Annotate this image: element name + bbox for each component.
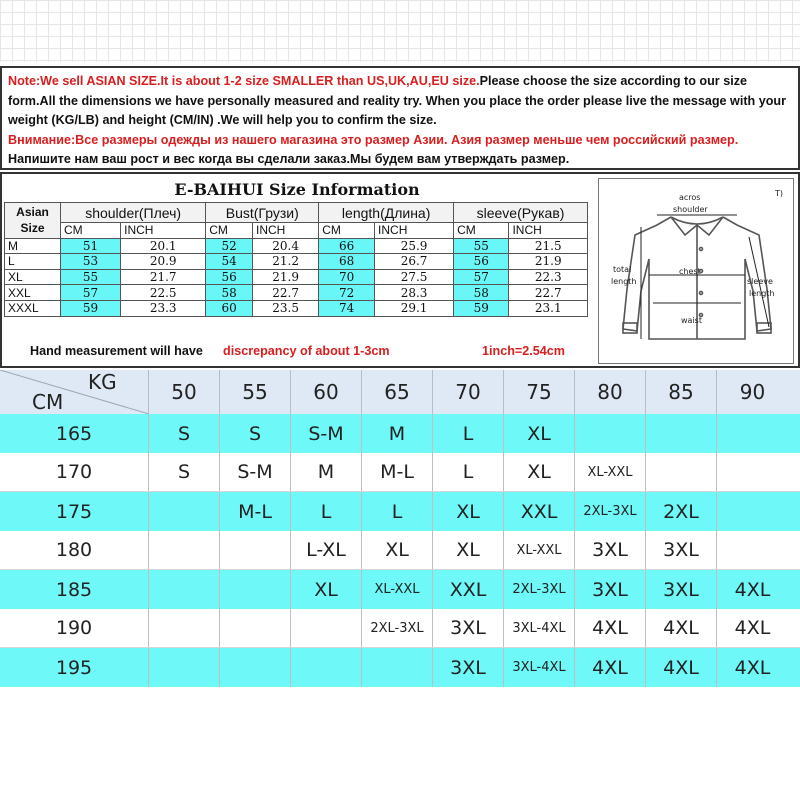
size-label: L bbox=[5, 254, 61, 270]
note-warning-ru: Внимание:Все размеры одежды из нашего магазина это размер Азии. Азия размер меньше чем российский размер. bbox=[8, 132, 739, 147]
size-recommendation-cell: 4XL bbox=[575, 609, 646, 647]
size-recommendation-cell bbox=[646, 453, 717, 491]
measure-note: Hand measurement will have bbox=[30, 344, 203, 358]
label-waist: waist bbox=[681, 316, 702, 325]
size-recommendation-cell bbox=[149, 609, 220, 647]
label-shoulder: shoulder bbox=[673, 205, 708, 214]
size-recommendation-cell bbox=[149, 531, 220, 569]
size-recommendation-cell: M-L bbox=[362, 453, 433, 491]
weight-height-size-chart bbox=[0, 370, 800, 800]
size-row bbox=[5, 300, 588, 316]
cm-value: 55 bbox=[61, 269, 121, 285]
size-recommendation-cell: 3XL bbox=[575, 570, 646, 609]
chart-row bbox=[0, 648, 800, 687]
inch-value: 20.4 bbox=[253, 238, 319, 254]
size-recommendation-cell: XL bbox=[291, 570, 362, 609]
size-recommendation-cell: XL bbox=[504, 414, 575, 453]
size-table bbox=[4, 202, 588, 317]
cm-value: 58 bbox=[454, 285, 509, 301]
size-label: XXXL bbox=[5, 300, 61, 316]
chart-row bbox=[0, 570, 800, 609]
grid-background bbox=[0, 0, 800, 62]
cm-value: 59 bbox=[454, 300, 509, 316]
size-recommendation-cell: 4XL bbox=[646, 648, 717, 687]
note-text-en: Please choose the size according to our size form.All the dimensions we have personally measured and reality try. When you place the order please live the message with your weight (KG/LB) and height (CM/IN) .We will help you to confirm the size. bbox=[8, 74, 787, 127]
size-recommendation-cell: 4XL bbox=[734, 617, 771, 639]
cm-value: 72 bbox=[319, 285, 375, 301]
inch-value: 22.7 bbox=[509, 285, 588, 301]
size-recommendation-cell bbox=[646, 414, 717, 453]
size-recommendation-cell: S-M bbox=[291, 414, 362, 453]
cm-value: 51 bbox=[61, 238, 121, 254]
size-row bbox=[5, 269, 588, 285]
size-recommendation-cell: 3XL bbox=[646, 570, 717, 609]
size-recommendation-cell bbox=[220, 609, 291, 647]
size-recommendation-cell bbox=[717, 492, 788, 531]
label-sleeve-length: length bbox=[749, 289, 775, 298]
discrepancy-note: discrepancy of about 1-3cm bbox=[223, 344, 390, 358]
height-label: 195 bbox=[0, 648, 149, 687]
cm-value: 56 bbox=[206, 269, 253, 285]
height-label: 185 bbox=[0, 570, 149, 609]
size-recommendation-cell: 2XL-3XL bbox=[575, 492, 646, 531]
unit-inch: INCH bbox=[509, 223, 588, 239]
weight-header: 65 bbox=[362, 370, 433, 414]
corner-diagonal bbox=[0, 370, 149, 414]
size-recommendation-cell: L bbox=[433, 414, 504, 453]
size-label: M bbox=[5, 238, 61, 254]
weight-header: 80 bbox=[575, 370, 646, 414]
weight-header: 90 bbox=[739, 380, 766, 404]
note-text-ru: Напишите нам ваш рост и вес когда вы сделали заказ.Мы будем вам утверждать размер. bbox=[8, 152, 570, 166]
size-recommendation-cell: L-XL bbox=[291, 531, 362, 569]
unit-cm: CM bbox=[454, 223, 509, 239]
inch-value: 20.9 bbox=[121, 254, 206, 270]
cm-value: 54 bbox=[206, 254, 253, 270]
size-recommendation-cell: 4XL bbox=[734, 578, 771, 601]
inch-value: 22.5 bbox=[121, 285, 206, 301]
cm-value: 66 bbox=[319, 238, 375, 254]
inch-value: 27.5 bbox=[375, 269, 454, 285]
inch-value: 20.1 bbox=[121, 238, 206, 254]
cm-value: 58 bbox=[206, 285, 253, 301]
size-recommendation-cell: XL-XXL bbox=[575, 453, 646, 491]
chart-corner-cell bbox=[0, 370, 149, 414]
unit-cm: CM bbox=[206, 223, 253, 239]
cm-value: 59 bbox=[61, 300, 121, 316]
inch-value: 21.5 bbox=[509, 238, 588, 254]
size-note bbox=[0, 66, 800, 170]
cm-value: 57 bbox=[454, 269, 509, 285]
inch-value: 21.2 bbox=[253, 254, 319, 270]
label-total: total bbox=[613, 265, 632, 274]
size-recommendation-cell: XXL bbox=[504, 492, 575, 531]
size-recommendation-cell bbox=[717, 531, 788, 569]
size-recommendation-cell bbox=[717, 414, 788, 453]
weight-header: 70 bbox=[433, 370, 504, 414]
size-recommendation-cell: 2XL-3XL bbox=[362, 609, 433, 647]
inch-value: 22.7 bbox=[253, 285, 319, 301]
cm-label: CM bbox=[32, 390, 64, 414]
chart-row bbox=[0, 609, 800, 648]
inch-conversion: 1inch=2.54cm bbox=[482, 344, 565, 358]
bust-header: Bust(Грузи) bbox=[206, 203, 319, 223]
size-recommendation-cell: 2XL-3XL bbox=[504, 570, 575, 609]
size-recommendation-cell: 4XL bbox=[646, 609, 717, 647]
size-recommendation-cell: XL bbox=[433, 492, 504, 531]
chart-row bbox=[0, 531, 800, 570]
height-label: 190 bbox=[0, 609, 149, 647]
size-recommendation-cell: S bbox=[149, 414, 220, 453]
inch-value: 23.3 bbox=[121, 300, 206, 316]
unit-cm: CM bbox=[319, 223, 375, 239]
size-recommendation-cell: 3XL bbox=[575, 531, 646, 569]
length-header: length(Длина) bbox=[319, 203, 454, 223]
size-row bbox=[5, 285, 588, 301]
size-recommendation-cell: 3XL bbox=[646, 531, 717, 569]
inch-value: 25.9 bbox=[375, 238, 454, 254]
size-recommendation-cell: S-M bbox=[220, 453, 291, 491]
size-recommendation-cell: XL bbox=[504, 453, 575, 491]
size-info-title: E-BAIHUI Size Information bbox=[174, 180, 420, 199]
inch-value: 29.1 bbox=[375, 300, 454, 316]
size-recommendation-cell: 4XL bbox=[734, 656, 771, 679]
size-recommendation-cell: XL bbox=[433, 531, 504, 569]
chart-row bbox=[0, 453, 800, 492]
inch-value: 21.9 bbox=[253, 269, 319, 285]
size-recommendation-cell: 4XL bbox=[575, 648, 646, 687]
size-recommendation-cell: L bbox=[291, 492, 362, 531]
size-recommendation-cell: XXL bbox=[433, 570, 504, 609]
size-recommendation-cell bbox=[149, 570, 220, 609]
size-recommendation-cell bbox=[149, 648, 220, 687]
label-acros: acros bbox=[679, 193, 701, 202]
unit-inch: INCH bbox=[253, 223, 319, 239]
unit-cm: CM bbox=[61, 223, 121, 239]
size-recommendation-cell: S bbox=[220, 414, 291, 453]
height-label: 165 bbox=[0, 414, 149, 453]
size-recommendation-cell bbox=[220, 648, 291, 687]
size-recommendation-cell bbox=[291, 609, 362, 647]
inch-value: 28.3 bbox=[375, 285, 454, 301]
inch-value: 21.9 bbox=[509, 254, 588, 270]
height-label: 175 bbox=[0, 492, 149, 531]
size-recommendation-cell: M-L bbox=[220, 492, 291, 531]
inch-value: 22.3 bbox=[509, 269, 588, 285]
size-information-panel bbox=[0, 172, 800, 368]
size-recommendation-cell bbox=[575, 414, 646, 453]
size-recommendation-cell: 3XL-4XL bbox=[504, 609, 575, 647]
size-recommendation-cell: L bbox=[433, 453, 504, 491]
cm-value: 55 bbox=[454, 238, 509, 254]
size-recommendation-cell: XL bbox=[362, 531, 433, 569]
unit-inch: INCH bbox=[375, 223, 454, 239]
kg-label: KG bbox=[88, 370, 117, 394]
chart-row bbox=[0, 414, 800, 453]
size-label: XL bbox=[5, 269, 61, 285]
size-recommendation-cell: 2XL bbox=[646, 492, 717, 531]
chart-row bbox=[0, 492, 800, 531]
size-recommendation-cell: XL-XXL bbox=[504, 531, 575, 569]
height-label: 170 bbox=[0, 453, 149, 491]
inch-value: 26.7 bbox=[375, 254, 454, 270]
size-recommendation-cell: L bbox=[362, 492, 433, 531]
size-recommendation-cell bbox=[362, 648, 433, 687]
size-recommendation-cell: M bbox=[291, 453, 362, 491]
inch-value: 23.1 bbox=[509, 300, 588, 316]
label-corner: T) bbox=[775, 189, 784, 198]
cm-value: 68 bbox=[319, 254, 375, 270]
unit-inch: INCH bbox=[121, 223, 206, 239]
weight-header: 75 bbox=[504, 370, 575, 414]
size-row bbox=[5, 254, 588, 270]
size-recommendation-cell: 3XL bbox=[433, 609, 504, 647]
size-recommendation-cell: XL-XXL bbox=[362, 570, 433, 609]
asian-size-header: Asian Size bbox=[5, 203, 61, 239]
shirt-measurement-diagram bbox=[598, 178, 794, 364]
size-label: XXL bbox=[5, 285, 61, 301]
cm-value: 56 bbox=[454, 254, 509, 270]
chart-header-row bbox=[0, 370, 800, 414]
size-row bbox=[5, 238, 588, 254]
cm-value: 70 bbox=[319, 269, 375, 285]
label-length: length bbox=[611, 277, 637, 286]
size-recommendation-cell: M bbox=[362, 414, 433, 453]
weight-header: 50 bbox=[149, 370, 220, 414]
size-recommendation-cell bbox=[149, 492, 220, 531]
height-label: 180 bbox=[0, 531, 149, 569]
inch-value: 21.7 bbox=[121, 269, 206, 285]
sleeve-header: sleeve(Рукав) bbox=[454, 203, 588, 223]
size-recommendation-cell bbox=[220, 570, 291, 609]
size-recommendation-cell: 3XL-4XL bbox=[504, 648, 575, 687]
note-warning-en: Note:We sell ASIAN SIZE.It is about 1-2 size SMALLER than US,UK,AU,EU size. bbox=[8, 74, 480, 88]
weight-header: 85 bbox=[646, 370, 717, 414]
weight-header: 55 bbox=[220, 370, 291, 414]
inch-value: 23.5 bbox=[253, 300, 319, 316]
size-recommendation-cell: S bbox=[149, 453, 220, 491]
size-recommendation-cell bbox=[717, 453, 788, 491]
size-recommendation-cell bbox=[220, 531, 291, 569]
label-sleeve: sleeve bbox=[747, 277, 773, 286]
shoulder-header: shoulder(Плеч) bbox=[61, 203, 206, 223]
cm-value: 60 bbox=[206, 300, 253, 316]
size-recommendation-cell: 3XL bbox=[433, 648, 504, 687]
cm-value: 53 bbox=[61, 254, 121, 270]
size-recommendation-cell bbox=[291, 648, 362, 687]
cm-value: 52 bbox=[206, 238, 253, 254]
cm-value: 74 bbox=[319, 300, 375, 316]
cm-value: 57 bbox=[61, 285, 121, 301]
label-chest: chest bbox=[679, 267, 701, 276]
weight-header: 60 bbox=[291, 370, 362, 414]
